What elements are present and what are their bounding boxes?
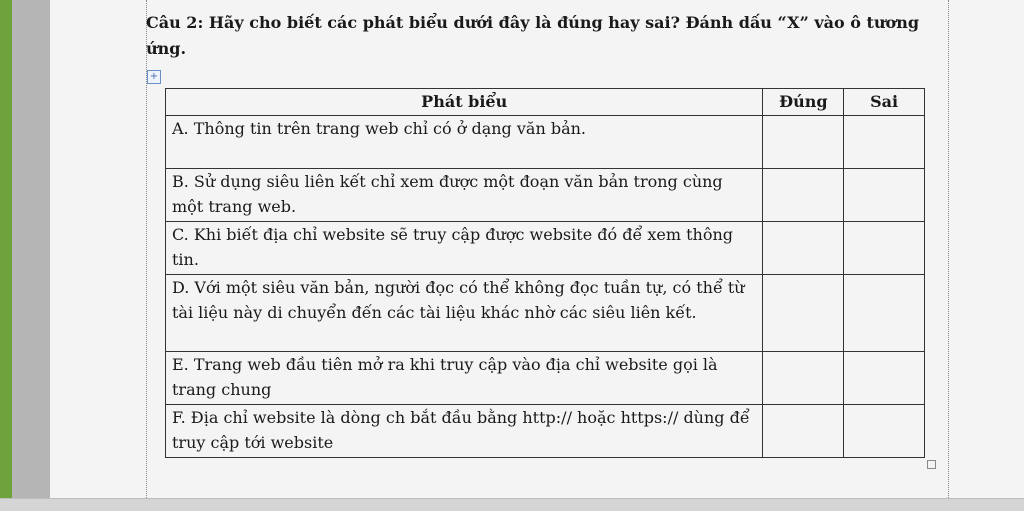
statement-cell: F. Địa chỉ website là dòng ch bắt đầu bằng http:// hoặc https:// dùng để truy cập tới website — [166, 405, 763, 458]
statement-cell: B. Sử dụng siêu liên kết chỉ xem được một đoạn văn bản trong cùng một trang web. — [166, 169, 763, 222]
false-cell[interactable] — [844, 352, 925, 405]
move-icon[interactable]: + — [147, 70, 161, 84]
true-cell[interactable] — [763, 405, 844, 458]
true-cell[interactable] — [763, 275, 844, 352]
table-row — [166, 169, 925, 222]
statement-cell: C. Khi biết địa chỉ website sẽ truy cập được website đó để xem thông tin. — [166, 222, 763, 275]
true-cell[interactable] — [763, 222, 844, 275]
table-row — [166, 222, 925, 275]
statement-cell: A. Thông tin trên trang web chỉ có ở dạng văn bản. — [166, 116, 763, 169]
false-cell[interactable] — [844, 405, 925, 458]
table-row — [166, 116, 925, 169]
true-cell[interactable] — [763, 352, 844, 405]
false-cell[interactable] — [844, 169, 925, 222]
table-header-row — [166, 89, 925, 116]
true-cell[interactable] — [763, 169, 844, 222]
false-cell[interactable] — [844, 275, 925, 352]
table-row — [166, 405, 925, 458]
question-text: Câu 2: Hãy cho biết các phát biểu dưới đây là đúng hay sai? Đánh dấu “X” vào ô tương ứng. — [146, 13, 920, 58]
statement-cell: D. Với một siêu văn bản, người đọc có thể không đọc tuần tự, có thể từ tài liệu này di chuyển đến các tài liệu khác nhờ các siêu liên kết. — [166, 275, 763, 352]
true-false-table — [165, 88, 925, 458]
document-gutter — [12, 0, 50, 510]
right-margin-guide — [948, 0, 949, 498]
table-row — [166, 275, 925, 352]
header-statement: Phát biểu — [166, 89, 763, 116]
statement-cell: E. Trang web đầu tiên mở ra khi truy cập vào địa chỉ website gọi là trang chung — [166, 352, 763, 405]
table-resize-handle[interactable] — [927, 460, 936, 469]
table-row — [166, 352, 925, 405]
false-cell[interactable] — [844, 116, 925, 169]
header-false: Sai — [844, 89, 925, 116]
header-true: Đúng — [763, 89, 844, 116]
true-cell[interactable] — [763, 116, 844, 169]
horizontal-scrollbar[interactable] — [0, 498, 1024, 511]
window-left-edge — [0, 0, 12, 510]
false-cell[interactable] — [844, 222, 925, 275]
